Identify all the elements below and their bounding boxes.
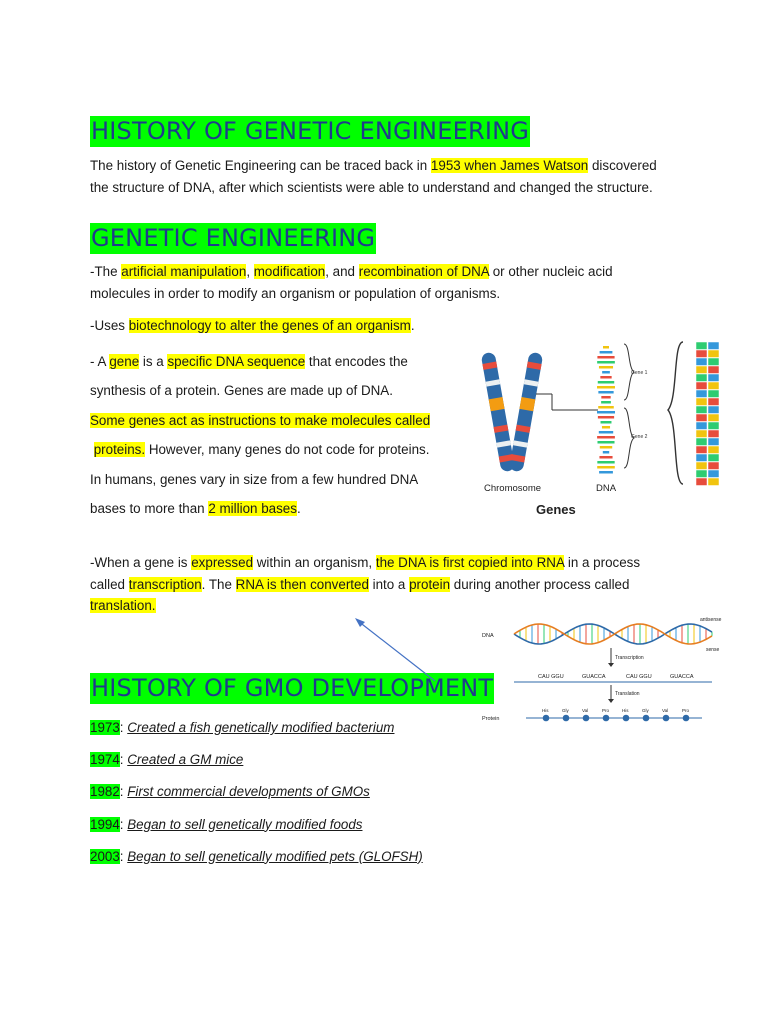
- amino-acid-label: Pro: [602, 708, 610, 713]
- base-cell: [708, 342, 719, 350]
- helix-rung: [600, 376, 611, 379]
- amino-acid-label: Pro: [682, 708, 690, 713]
- heading-genetic-engineering: GENETIC ENGINEERING: [91, 224, 376, 252]
- helix-rung: [597, 386, 615, 389]
- text-span: -The: [90, 264, 122, 279]
- helix-rung: [600, 351, 613, 354]
- highlight-span: 1953 when James Watson: [430, 158, 589, 173]
- amino-acid-bead: [543, 715, 550, 722]
- base-cell: [708, 350, 719, 358]
- base-cell: [696, 406, 707, 414]
- text-span: in a process: [564, 555, 641, 570]
- text-span: , and: [325, 264, 359, 279]
- text-span: into a: [368, 576, 410, 592]
- highlight-span: protein: [409, 576, 451, 592]
- translation-label: Translation: [615, 691, 640, 697]
- base-cell: [696, 382, 707, 390]
- list-item: 1994: Began to sell genetically modified foods: [90, 816, 363, 832]
- highlight-span: expressed: [191, 555, 254, 570]
- text-line: molecules in order to modify an organism or population of organisms.: [90, 285, 501, 301]
- text-span: .: [410, 318, 415, 333]
- text-span: discovered: [588, 158, 657, 173]
- base-cell: [696, 398, 707, 406]
- dna-double-helix-icon: [514, 624, 712, 644]
- amino-acid-label: His: [622, 708, 629, 713]
- highlight-span: recombination of DNA: [358, 264, 489, 279]
- codon-label: CAU GGU: [626, 674, 652, 680]
- list-item: 1974: Created a GM mice: [90, 752, 244, 768]
- base-cell: [708, 398, 719, 406]
- text-span: .: [296, 501, 301, 517]
- base-cell: [696, 374, 707, 382]
- sense-label: sense: [706, 647, 720, 653]
- helix-rung: [597, 356, 614, 359]
- heading-history: HISTORY OF GENETIC ENGINEERING: [91, 117, 530, 145]
- text-span: that encodes the: [305, 354, 408, 369]
- helix-rung: [598, 381, 614, 384]
- expression-figure: [478, 612, 728, 730]
- text-span: - A: [90, 354, 110, 369]
- year-badge: 1982: [90, 784, 120, 800]
- helix-rung: [603, 346, 609, 349]
- base-cell: [708, 414, 719, 422]
- protein-label: Protein: [482, 716, 500, 722]
- amino-acid-label: Gly: [642, 708, 649, 713]
- text-span: during another process called: [450, 576, 630, 592]
- helix-rung: [602, 371, 610, 374]
- gene1-label: Gene 1: [631, 370, 648, 376]
- amino-acid-bead: [663, 715, 670, 722]
- dna-helix-icon: [597, 344, 615, 474]
- base-cell: [708, 478, 719, 486]
- helix-rung: [603, 451, 609, 454]
- helix-rung: [597, 441, 614, 444]
- gene-description: [90, 347, 430, 523]
- event-text: Created a GM mice: [127, 752, 244, 768]
- helix-rung: [599, 471, 613, 474]
- chromosome-label: Chromosome: [484, 483, 542, 494]
- annotation-arrow: [350, 615, 440, 685]
- year-badge: 1994: [90, 816, 120, 832]
- amino-acid-label: Gly: [562, 708, 569, 713]
- year-badge: 2003: [90, 848, 120, 864]
- helix-rung: [597, 466, 615, 469]
- base-cell: [708, 382, 719, 390]
- helix-rung: [599, 366, 613, 369]
- helix-rung: [597, 411, 615, 414]
- amino-acid-bead: [583, 715, 590, 722]
- highlight-span: proteins.: [93, 442, 146, 458]
- text-span: within an organism,: [253, 555, 376, 570]
- helix-rung: [598, 406, 614, 409]
- text-span: ,: [246, 264, 254, 279]
- gene2-label: Gene 2: [631, 434, 648, 440]
- text-span: called: [90, 576, 129, 592]
- codon-label: GUACCA: [670, 674, 694, 680]
- helix-rung: [599, 431, 613, 434]
- highlight-span: translation.: [90, 598, 156, 613]
- text-span: However, many genes do not code for proteins.: [145, 442, 430, 458]
- chromosome-icon: [481, 352, 598, 473]
- highlight-span: specific DNA sequence: [167, 354, 306, 369]
- base-cell: [696, 422, 707, 430]
- amino-acid-chain: [542, 708, 690, 721]
- base-cell: [708, 454, 719, 462]
- year-badge: 1974: [90, 752, 120, 768]
- amino-acid-bead: [603, 715, 610, 722]
- base-cell: [708, 374, 719, 382]
- helix-rung: [597, 361, 615, 364]
- helix-rung: [598, 391, 613, 394]
- base-cell: [708, 430, 719, 438]
- base-cell: [708, 438, 719, 446]
- base-cell: [696, 390, 707, 398]
- text-span: or other nucleic acid: [489, 264, 613, 279]
- base-pairs-icon: [696, 342, 719, 486]
- base-cell: [696, 350, 707, 358]
- helix-rung: [601, 421, 612, 424]
- amino-acid-label: His: [542, 708, 549, 713]
- amino-acid-bead: [623, 715, 630, 722]
- base-cell: [708, 390, 719, 398]
- highlight-span: Some genes act as instructions to make molecules called: [90, 412, 431, 428]
- genes-title: Genes: [536, 502, 576, 517]
- heading-gmo-development: HISTORY OF GMO DEVELOPMENT: [91, 674, 494, 702]
- amino-acid-bead: [683, 715, 690, 722]
- highlight-span: transcription: [128, 576, 202, 592]
- base-cell: [696, 342, 707, 350]
- highlight-span: the DNA is first copied into RNA: [375, 555, 565, 570]
- base-cell: [696, 366, 707, 374]
- text-line: In humans, genes vary in size from a few hundred DNA: [90, 471, 419, 487]
- base-cell: [696, 430, 707, 438]
- base-cell: [708, 446, 719, 454]
- expression-paragraph: [90, 552, 640, 617]
- helix-rung: [597, 461, 614, 464]
- helix-rung: [601, 396, 610, 399]
- list-item: 1982: First commercial developments of GMOs: [90, 784, 370, 800]
- base-cell: [696, 358, 707, 366]
- list-item: 1973: Created a fish genetically modified bacterium: [90, 720, 395, 735]
- transcription-label: Transcription: [615, 655, 644, 661]
- highlight-span: 2 million bases: [208, 501, 297, 517]
- text-line: synthesis of a protein. Genes are made up of DNA.: [90, 383, 393, 399]
- codon-label: CAU GGU: [538, 674, 564, 680]
- highlight-span: biotechnology to alter the genes of an organism: [128, 318, 411, 333]
- gmo-timeline: [90, 712, 423, 873]
- base-cell: [708, 358, 719, 366]
- base-cell: [696, 470, 707, 478]
- text-span: . The: [201, 576, 236, 592]
- base-cell: [696, 454, 707, 462]
- base-cell: [696, 478, 707, 486]
- helix-rung: [598, 416, 614, 419]
- amino-acid-bead: [563, 715, 570, 722]
- antisense-label: antisense: [700, 617, 722, 623]
- text-span: -When a gene is: [90, 555, 192, 570]
- dna-label: DNA: [596, 483, 617, 494]
- event-text: Began to sell genetically modified pets (GLOFSH): [127, 848, 423, 864]
- base-cell: [708, 422, 719, 430]
- base-cell: [696, 414, 707, 422]
- event-text: Created a fish genetically modified bacterium: [127, 720, 395, 735]
- genes-figure: [478, 338, 728, 520]
- year-badge: 1973: [90, 720, 120, 735]
- mrna-codons: [538, 674, 694, 680]
- base-cell: [708, 470, 719, 478]
- text-span: bases to more than: [90, 501, 209, 517]
- dna-strand-label: DNA: [482, 633, 494, 639]
- text-span: The history of Genetic Engineering can be traced back in: [90, 158, 431, 173]
- base-cell: [696, 438, 707, 446]
- base-cell: [696, 446, 707, 454]
- base-cell: [708, 406, 719, 414]
- base-cell: [708, 366, 719, 374]
- helix-rung: [602, 426, 610, 429]
- amino-acid-label: Val: [582, 708, 589, 713]
- highlight-span: RNA is then converted: [235, 576, 369, 592]
- event-text: First commercial developments of GMOs: [127, 784, 370, 800]
- ge-uses: [90, 315, 415, 337]
- amino-acid-bead: [643, 715, 650, 722]
- helix-rung: [601, 401, 611, 404]
- amino-acid-label: Val: [662, 708, 669, 713]
- event-text: Began to sell genetically modified foods: [127, 816, 363, 832]
- helix-rung: [597, 436, 615, 439]
- codon-label: GUACCA: [582, 674, 606, 680]
- base-cell: [708, 462, 719, 470]
- helix-rung: [600, 446, 612, 449]
- text-span: -Uses: [90, 318, 129, 333]
- base-cell: [696, 462, 707, 470]
- history-paragraph: [90, 155, 657, 198]
- text-span: is a: [139, 354, 168, 369]
- highlight-span: gene: [109, 354, 140, 369]
- ge-definition: [90, 261, 613, 304]
- list-item: 2003: Began to sell genetically modified pets (GLOFSH): [90, 848, 423, 864]
- helix-rung: [599, 456, 612, 459]
- highlight-span: artificial manipulation: [121, 264, 247, 279]
- text-line: the structure of DNA, after which scientists were able to understand and changed the structure.: [90, 179, 653, 195]
- highlight-span: modification: [253, 264, 326, 279]
